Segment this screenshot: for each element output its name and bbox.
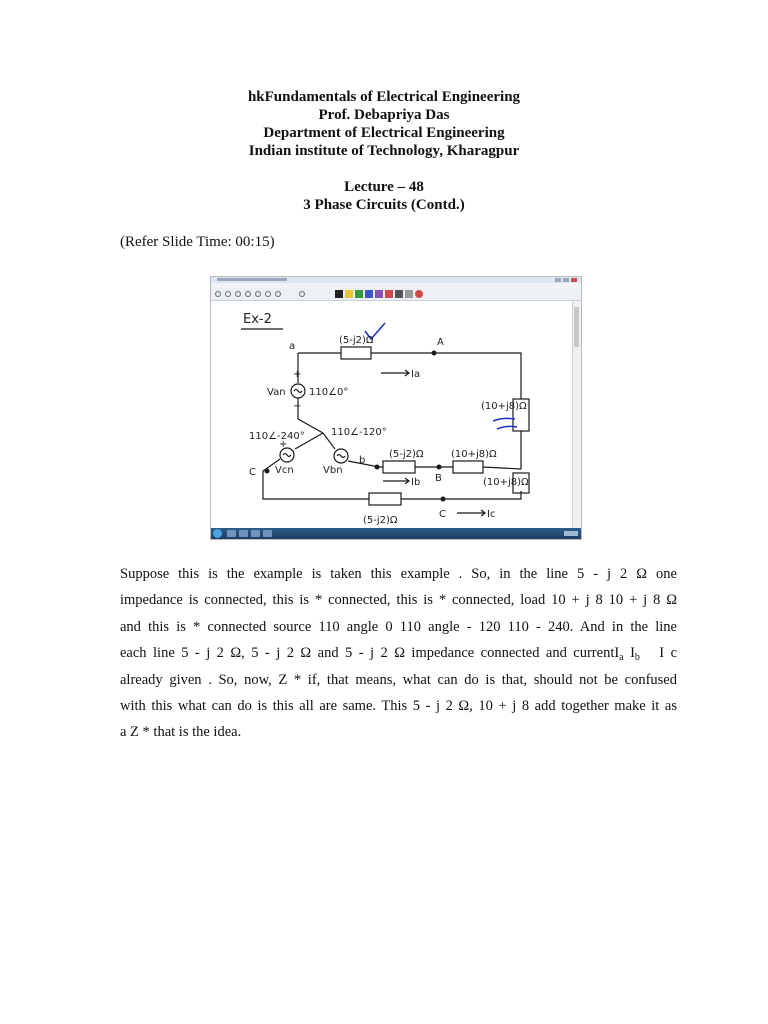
- start-button-icon[interactable]: [213, 529, 222, 538]
- transcript-line-2: impedance is connected, this is * connected, this is * connected, load 10 + j 8 10 + j 8 Ω: [120, 592, 677, 609]
- line-4-mid: I: [623, 645, 635, 662]
- close-icon[interactable]: [571, 278, 577, 282]
- header-gap: [0, 160, 768, 178]
- node-A-dot: [432, 351, 437, 356]
- node-C-load-label: C: [439, 509, 446, 520]
- transcript-line-3: and this is * connected source 110 angle 0 110 angle - 120 110 - 240. And in the line: [120, 618, 677, 635]
- department-name: Department of Electrical Engineering: [263, 125, 505, 141]
- taskbar-clock: [564, 531, 578, 536]
- line-4-text: each line 5 - j 2 Ω, 5 - j 2 Ω and 5 - j 2 Ω impedance connected and currentI: [120, 645, 620, 662]
- page-up-icon[interactable]: [255, 291, 261, 297]
- transcript-line-4: [120, 640, 677, 666]
- pencil-icon[interactable]: [365, 290, 373, 298]
- page-down-icon[interactable]: [265, 291, 271, 297]
- windows-taskbar: [211, 528, 581, 539]
- transcript-line-5: already given . So, now, Z * if, that means, what can do is that, should not be confused: [120, 671, 677, 688]
- source-a-plus: +: [293, 369, 302, 380]
- professor-name: Prof. Debapriya Das: [318, 107, 450, 123]
- lecture-topic: 3 Phase Circuits (Contd.): [303, 197, 465, 213]
- taskbar-app-4-icon[interactable]: [263, 530, 272, 537]
- wire-c-end: [401, 491, 521, 499]
- refer-slide-time: (Refer Slide Time: 00:15): [120, 234, 275, 250]
- transcript-paragraph: [120, 561, 677, 746]
- line-impedance-c: [369, 493, 401, 505]
- stop-icon[interactable]: [415, 290, 423, 298]
- load-impedance-b: [453, 461, 483, 473]
- annotation-underline-1: [493, 418, 515, 421]
- document-header: [0, 88, 768, 214]
- pen-icon[interactable]: [335, 290, 343, 298]
- pointer-icon[interactable]: [275, 291, 281, 297]
- line-impedance-c-label: (5-j2)Ω: [363, 515, 398, 526]
- current-c-label: Ic: [487, 509, 496, 520]
- taskbar-app-1-icon[interactable]: [227, 530, 236, 537]
- node-c-dot: [265, 469, 270, 474]
- minimize-icon[interactable]: [555, 278, 561, 282]
- node-B-label: B: [435, 473, 442, 484]
- text-tool-icon[interactable]: [405, 290, 413, 298]
- transcript-line-7: a Z * that is the idea.: [120, 724, 242, 741]
- highlighter-icon[interactable]: [345, 290, 353, 298]
- window-title-placeholder: [217, 278, 287, 281]
- transcript-line-6: with this what can do is this all are same. This 5 - j 2 Ω, 10 + j 8 add together make it as: [120, 698, 677, 715]
- maximize-icon[interactable]: [563, 278, 569, 282]
- line-impedance-a-label: (5-j2)Ω: [339, 335, 374, 346]
- brush-icon[interactable]: [375, 290, 383, 298]
- print-icon[interactable]: [215, 291, 221, 297]
- node-A-label: A: [437, 337, 444, 348]
- source-b-value: 110∠-120°: [331, 427, 387, 438]
- source-c-plus: +: [279, 439, 288, 450]
- load-impedance-c-label: (10+j8)Ω: [483, 477, 529, 488]
- taskbar-app-3-icon[interactable]: [251, 530, 260, 537]
- node-C-dot: [441, 497, 446, 502]
- wire-b-end: [483, 467, 521, 469]
- taskbar-app-2-icon[interactable]: [239, 530, 248, 537]
- lecture-number: Lecture – 48: [344, 179, 424, 195]
- line-impedance-b-label: (5-j2)Ω: [389, 449, 424, 460]
- window-toolbar: [211, 288, 581, 301]
- load-impedance-a-label: (10+j8)Ω: [481, 401, 527, 412]
- current-a-label: Ia: [411, 369, 421, 380]
- line-4-end: I c: [639, 645, 677, 662]
- example-label: Ex-2: [243, 312, 272, 327]
- source-a-minus: −: [293, 401, 302, 412]
- node-C-src-label: C: [249, 467, 256, 478]
- source-c-value: 110∠-240°: [249, 431, 305, 442]
- eraser-icon[interactable]: [395, 290, 403, 298]
- subscript-a: a: [619, 652, 624, 664]
- wire-top-right: [371, 353, 521, 399]
- node-B-dot: [437, 465, 442, 470]
- source-a-label: Van: [267, 387, 286, 398]
- subscript-b: b: [634, 652, 640, 664]
- wire-source-a-neutral: [298, 398, 323, 433]
- email-icon[interactable]: [235, 291, 241, 297]
- slide-canvas: [213, 301, 573, 529]
- node-b-dot: [375, 465, 380, 470]
- marker-icon[interactable]: [355, 290, 363, 298]
- zoom-icon[interactable]: [245, 291, 251, 297]
- line-impedance-b: [383, 461, 415, 473]
- load-impedance-b-label: (10+j8)Ω: [451, 449, 497, 460]
- source-c-label: Vcn: [275, 465, 294, 476]
- save-icon[interactable]: [225, 291, 231, 297]
- node-a-label: a: [289, 341, 296, 352]
- hand-icon[interactable]: [299, 291, 305, 297]
- institute-name: Indian institute of Technology, Kharagpur: [248, 143, 520, 159]
- vertical-scrollbar[interactable]: [572, 301, 581, 529]
- node-b-label: b: [359, 455, 366, 466]
- current-b-label: Ib: [411, 477, 421, 488]
- source-b-label: Vbn: [323, 465, 343, 476]
- scrollbar-thumb[interactable]: [574, 307, 579, 347]
- shape-icon[interactable]: [385, 290, 393, 298]
- course-title: hkFundamentals of Electrical Engineering: [247, 89, 521, 105]
- circuit-diagram: [213, 301, 573, 529]
- source-a-value: 110∠0°: [309, 387, 349, 398]
- transcript-line-1: Suppose this is the example is taken this example . So, in the line 5 - j 2 Ω one: [120, 566, 677, 582]
- slide-screenshot: [210, 276, 582, 540]
- line-impedance-a: [341, 347, 371, 359]
- annotation-underline-2: [497, 426, 517, 429]
